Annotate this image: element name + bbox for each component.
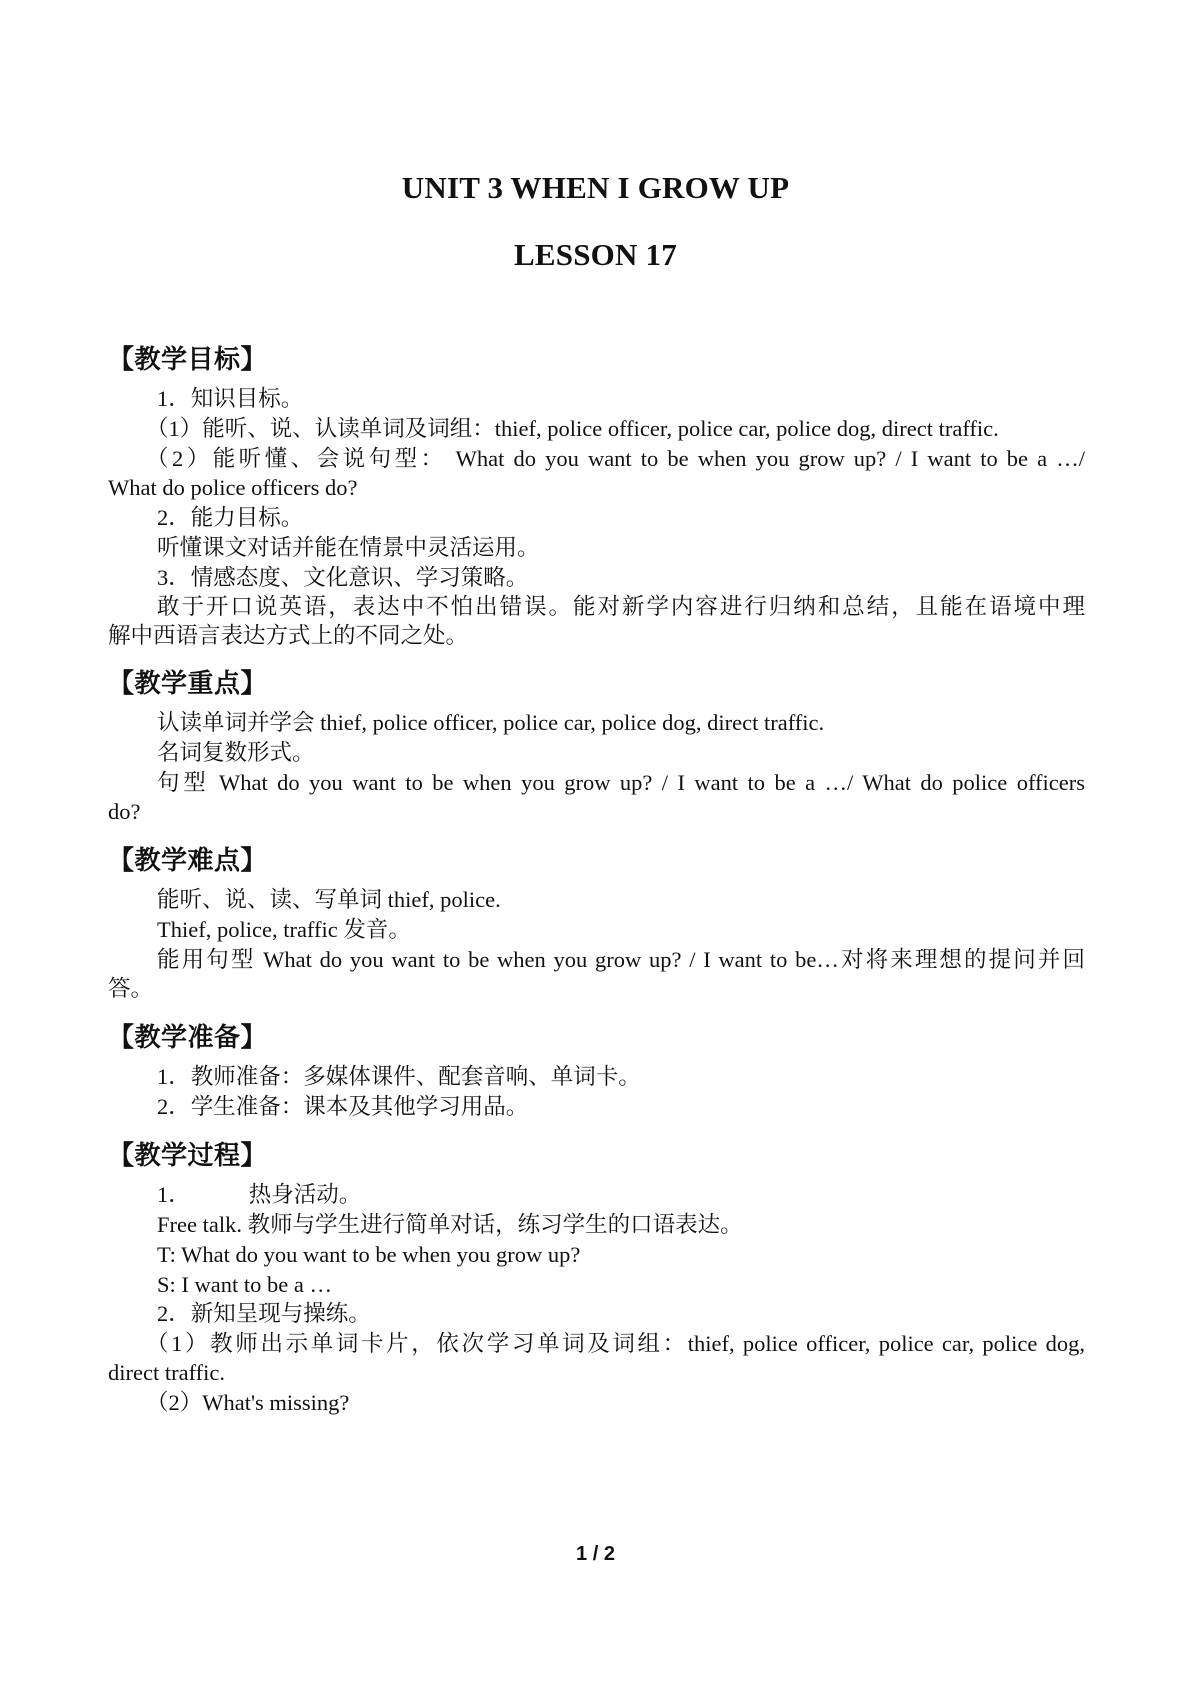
key-points-line: 句型 What do you want to be when you grow up? / I want to be a …/ What do police officers <box>157 770 1085 795</box>
process-line: Free talk. 教师与学生进行简单对话，练习学生的口语表达。 <box>157 1212 743 1237</box>
process-step-1-number: 1． <box>157 1182 191 1207</box>
process-heading: 【教学过程】 <box>108 1141 268 1171</box>
page-number: 1 / 2 <box>576 1543 615 1565</box>
process-line: direct traffic. <box>108 1360 226 1385</box>
difficulties-line: 答。 <box>108 976 154 1001</box>
lesson-title: LESSON 17 <box>514 237 677 272</box>
difficulties-line: Thief, police, traffic 发音。 <box>157 917 411 942</box>
objectives-line: （2）能听懂、会说句型： What do you want to be when you grow up? / I want to be a …/ <box>146 446 1085 471</box>
objectives-heading: 【教学目标】 <box>108 345 268 375</box>
key-points-heading: 【教学重点】 <box>108 669 268 699</box>
objectives-line: 解中西语言表达方式上的不同之处。 <box>108 623 469 648</box>
preparation-heading: 【教学准备】 <box>108 1023 268 1053</box>
difficulties-line: 能听、说、读、写单词 thief, police. <box>157 887 501 912</box>
objectives-line: 3．情感态度、文化意识、学习策略。 <box>157 565 529 590</box>
process-line: S: I want to be a … <box>157 1272 332 1297</box>
process-line: （2）What's missing? <box>146 1390 350 1415</box>
process-line: T: What do you want to be when you grow up? <box>157 1242 581 1267</box>
difficulties-heading: 【教学难点】 <box>108 846 268 876</box>
objectives-line: 2．能力目标。 <box>157 505 304 530</box>
objectives-line: What do police officers do? <box>108 475 358 500</box>
key-points-line: 认读单词并学会 thief, police officer, police car, police dog, direct traffic. <box>157 710 825 735</box>
objectives-line: （1）能听、说、认读单词及词组：thief, police officer, police car, police dog, direct traffic. <box>146 416 999 441</box>
objectives-line: 1．知识目标。 <box>157 386 304 411</box>
objectives-line: 听懂课文对话并能在情景中灵活运用。 <box>157 535 540 560</box>
objectives-line: 敢于开口说英语，表达中不怕出错误。能对新学内容进行归纳和总结，且能在语境中理 <box>157 594 1085 619</box>
preparation-line: 2．学生准备：课本及其他学习用品。 <box>157 1094 529 1119</box>
process-step-1-text: 热身活动。 <box>248 1182 362 1207</box>
key-points-line: 名词复数形式。 <box>157 740 315 765</box>
page-title: UNIT 3 WHEN I GROW UP <box>401 170 790 205</box>
key-points-line: do? <box>108 799 141 824</box>
process-line: （1）教师出示单词卡片，依次学习单词及词组：thief, police officer, police car, police dog, <box>146 1331 1085 1356</box>
process-step-1 <box>157 1181 361 1208</box>
preparation-line: 1．教师准备：多媒体课件、配套音响、单词卡。 <box>157 1064 641 1089</box>
difficulties-line: 能用句型 What do you want to be when you grow up? / I want to be…对将来理想的提问并回 <box>157 947 1085 972</box>
process-line: 2．新知呈现与操练。 <box>157 1301 371 1326</box>
